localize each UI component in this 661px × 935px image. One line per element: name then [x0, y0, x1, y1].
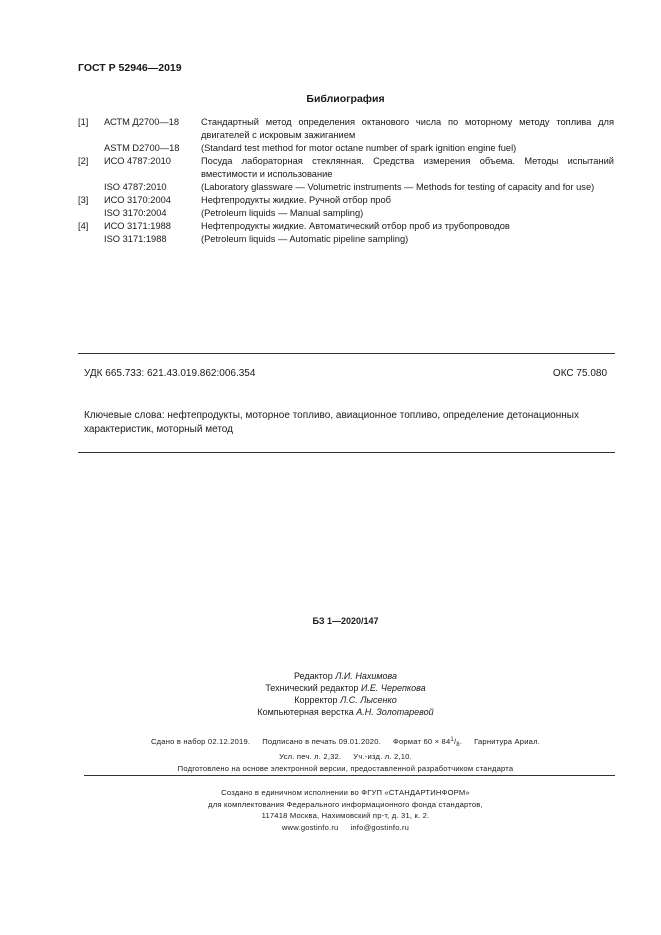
- bibliography-row: [78, 116, 614, 142]
- print-line-3: Подготовлено на основе электронной версии, предоставленной разработчиком стандарта: [177, 764, 514, 773]
- bibliography-row: [78, 181, 614, 194]
- document-code: ГОСТ Р 52946—2019: [78, 62, 182, 74]
- bib-number: [78, 207, 104, 220]
- bibliography-row: [78, 142, 614, 155]
- print-line-1: Сдано в набор 02.12.2019. Подписано в печать 09.01.2020. Формат $60 \times 84^1/_8$. Гарнитура Ариал.: [150, 737, 541, 748]
- credit-tech-editor: Технический редактор И.Е. Черепкова: [265, 683, 426, 693]
- bz-number: БЗ 1—2020/147: [312, 616, 379, 626]
- bibliography-row: [78, 194, 614, 207]
- bib-code: ИСО 4787:2010: [104, 156, 171, 166]
- bib-number: [2]: [78, 156, 89, 166]
- bib-number: [3]: [78, 195, 89, 205]
- bib-number: [78, 233, 104, 246]
- udc-code: УДК 665.733: 621.43.019.862:006.354: [84, 368, 256, 379]
- bib-text: (Laboratory glassware — Volumetric instruments — Methods for testing of capacity and for use): [201, 182, 595, 192]
- email-link[interactable]: info@gostinfo.ru: [350, 822, 410, 832]
- bib-text: Посуда лабораторная стеклянная. Средства измерения объема. Методы испытаний вместимости и использование: [201, 156, 614, 179]
- credit-editor: Редактор Л.И. Нахимова: [293, 671, 398, 681]
- bibliography-row: [78, 220, 614, 233]
- bib-number: [1]: [78, 117, 89, 127]
- bib-code: ISO 4787:2010: [104, 182, 167, 192]
- bib-code: АСТМ Д2700—18: [104, 117, 180, 127]
- divider-top: [78, 353, 615, 354]
- bib-code: ASTM D2700—18: [104, 143, 180, 153]
- bib-number: [4]: [78, 221, 89, 231]
- keywords: Ключевые слова: нефтепродукты, моторное топливо, авиационное топливо, определение детонационных характеристик, моторный метод: [84, 410, 579, 435]
- divider-footer: [84, 775, 615, 776]
- footer-line-3: 117418 Москва, Нахимовский пр-т, д. 31, к. 2.: [261, 811, 430, 820]
- bibliography-row: [78, 155, 614, 181]
- bibliography-list: [78, 116, 614, 246]
- print-info: [0, 734, 661, 775]
- footer-line-4: [30, 822, 661, 834]
- bib-text: Нефтепродукты жидкие. Автоматический отбор проб из трубопроводов: [201, 221, 510, 231]
- oks-code: ОКС 75.080: [552, 368, 607, 379]
- bib-text: (Petroleum liquids — Automatic pipeline sampling): [201, 234, 409, 244]
- bib-number: [78, 142, 104, 155]
- bib-code: ИСО 3171:1988: [104, 221, 171, 231]
- bib-text: (Standard test method for motor octane number of spark ignition engine fuel): [201, 143, 517, 153]
- divider-bottom: [78, 452, 615, 453]
- bib-text: Нефтепродукты жидкие. Ручной отбор проб: [201, 195, 391, 205]
- bibliography-row: [78, 207, 614, 220]
- bibliography-title: Библиография: [306, 93, 385, 105]
- bib-code: ИСО 3170:2004: [104, 195, 171, 205]
- credit-layout: Компьютерная верстка А.Н. Золотаревой: [257, 707, 434, 717]
- bib-code: ISO 3170:2004: [104, 208, 167, 218]
- print-line-2: Усл. печ. л. 2,32. Уч.-изд. л. 2,10.: [279, 752, 412, 761]
- credits: [0, 670, 661, 718]
- credit-corrector: Корректор Л.С. Лысенко: [294, 695, 397, 705]
- bib-text: Стандартный метод определения октанового числа по моторному методу топлива для двигателей с искровым зажиганием: [201, 117, 614, 140]
- bib-number: [78, 181, 104, 194]
- bibliography-row: [78, 233, 614, 246]
- bib-code: ISO 3171:1988: [104, 234, 167, 244]
- bib-text: (Petroleum liquids — Manual sampling): [201, 208, 364, 218]
- footer-line-1: Создано в единичном исполнении во ФГУП «СТАНДАРТИНФОРМ»: [221, 788, 470, 797]
- publisher-footer: [0, 787, 661, 833]
- website-link[interactable]: www.gostinfo.ru: [281, 822, 339, 832]
- footer-line-2: для комплектования Федерального информационного фонда стандартов,: [208, 799, 483, 809]
